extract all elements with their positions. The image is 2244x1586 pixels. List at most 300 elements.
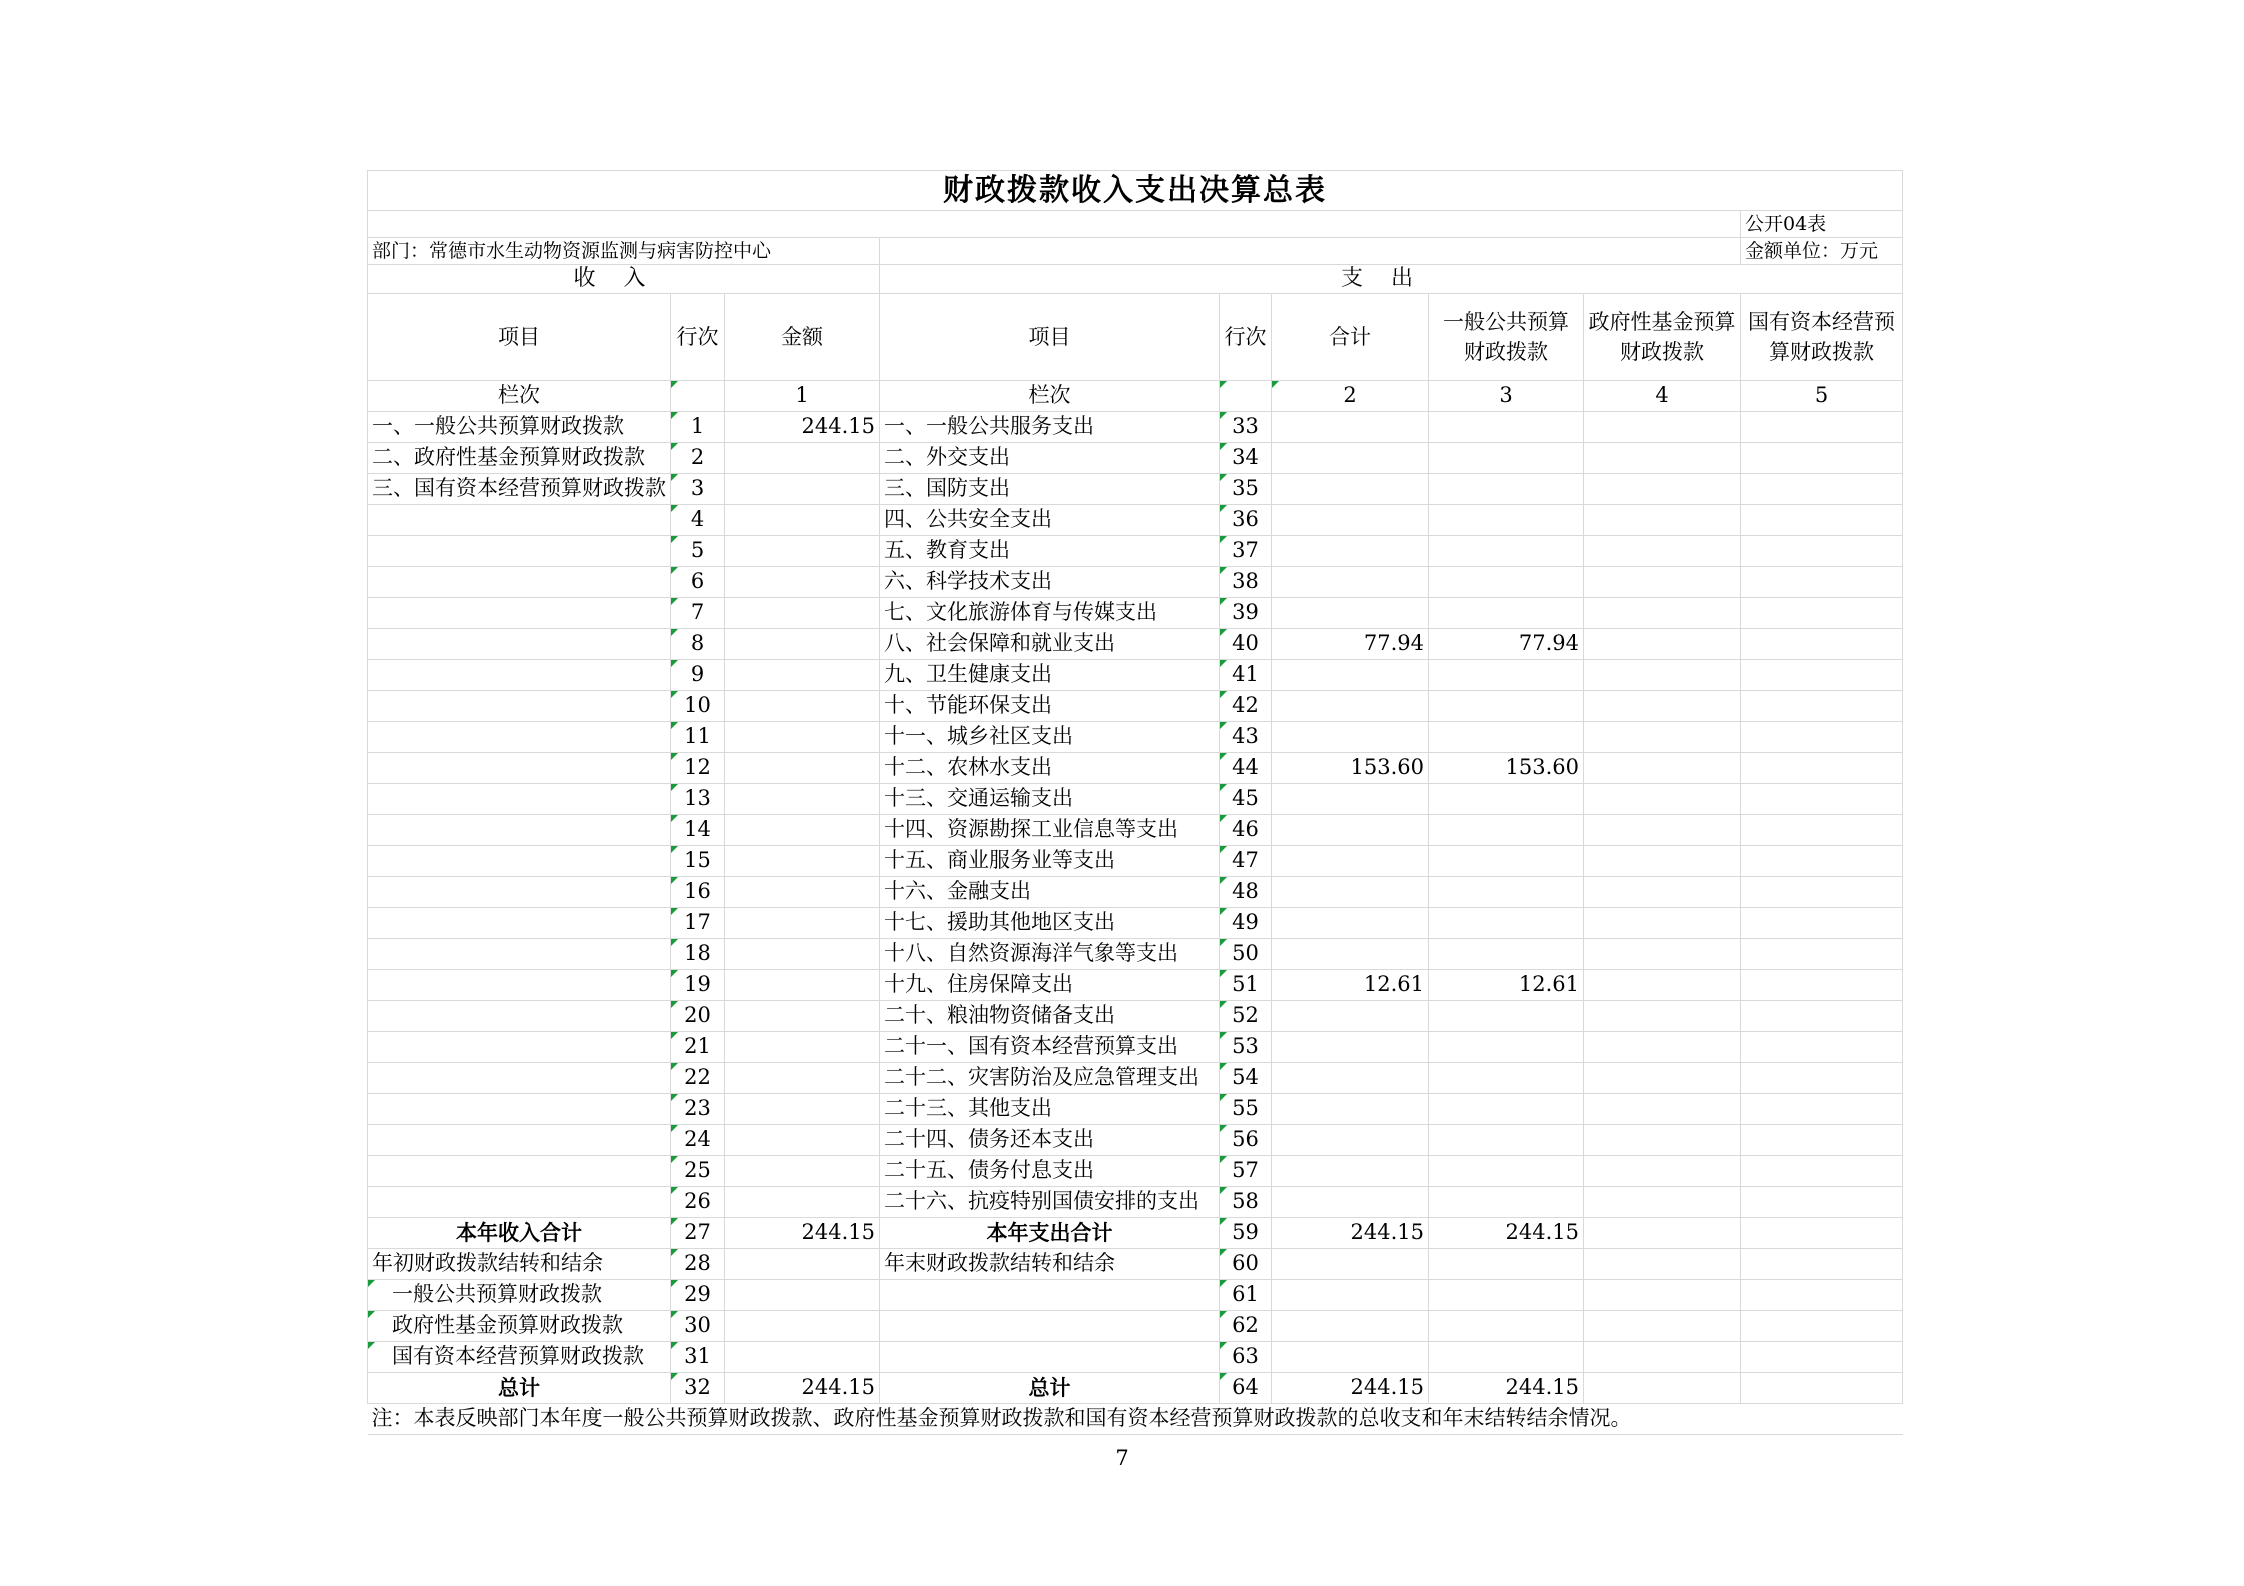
expense-general xyxy=(1429,660,1584,691)
expense-state xyxy=(1741,784,1903,815)
income-amount xyxy=(725,691,880,722)
line-number: 11 xyxy=(671,722,725,753)
income-item xyxy=(368,1063,671,1094)
expense-total xyxy=(1272,1187,1429,1218)
expense-fund xyxy=(1584,412,1741,443)
expense-total xyxy=(1272,598,1429,629)
expense-total: 12.61 xyxy=(1272,970,1429,1001)
income-amount xyxy=(725,474,880,505)
table-row xyxy=(368,1094,1903,1125)
expense-fund xyxy=(1584,1156,1741,1187)
income-item xyxy=(368,567,671,598)
expense-state xyxy=(1741,629,1903,660)
expense-fund xyxy=(1584,970,1741,1001)
col-index-amount: 1 xyxy=(725,381,880,412)
income-item xyxy=(368,970,671,1001)
carryover-state xyxy=(1741,1342,1903,1373)
income-item xyxy=(368,536,671,567)
expense-item: 二十四、债务还本支出 xyxy=(880,1125,1220,1156)
line-number: 17 xyxy=(671,908,725,939)
expense-state xyxy=(1741,908,1903,939)
expense-general xyxy=(1429,1094,1584,1125)
income-amount xyxy=(725,567,880,598)
page-title: 财政拨款收入支出决算总表 xyxy=(368,171,1903,211)
expense-fund xyxy=(1584,567,1741,598)
income-amount: 244.15 xyxy=(725,412,880,443)
line-number: 32 xyxy=(671,1373,725,1404)
table-row xyxy=(368,753,1903,784)
line-number: 51 xyxy=(1220,970,1272,1001)
line-number: 33 xyxy=(1220,412,1272,443)
income-item xyxy=(368,629,671,660)
carryover-fund xyxy=(1584,1342,1741,1373)
line-number: 29 xyxy=(671,1280,725,1311)
income-item xyxy=(368,691,671,722)
line-number: 21 xyxy=(671,1032,725,1063)
income-item xyxy=(368,1125,671,1156)
carryover-amount xyxy=(725,1311,880,1342)
col-header-general: 一般公共预算财政拨款 xyxy=(1429,294,1584,381)
expense-state xyxy=(1741,815,1903,846)
expense-general: 77.94 xyxy=(1429,629,1584,660)
expense-state xyxy=(1741,970,1903,1001)
col-header-item2: 项目 xyxy=(880,294,1220,381)
carryover-expense-item xyxy=(880,1280,1220,1311)
carryover-total xyxy=(1272,1280,1429,1311)
expense-fund xyxy=(1584,660,1741,691)
line-number: 28 xyxy=(671,1249,725,1280)
year-expense-general: 244.15 xyxy=(1429,1218,1584,1249)
line-number: 12 xyxy=(671,753,725,784)
fiscal-appropriation-table xyxy=(367,170,1903,1435)
table-row xyxy=(368,877,1903,908)
expense-total xyxy=(1272,443,1429,474)
expense-fund xyxy=(1584,784,1741,815)
income-item xyxy=(368,1156,671,1187)
carryover-item: 国有资本经营预算财政拨款 xyxy=(368,1342,671,1373)
expense-fund xyxy=(1584,443,1741,474)
carryover-total xyxy=(1272,1249,1429,1280)
income-item xyxy=(368,877,671,908)
expense-item: 二十、粮油物资储备支出 xyxy=(880,1001,1220,1032)
line-number: 9 xyxy=(671,660,725,691)
carryover-expense-item xyxy=(880,1311,1220,1342)
line-number: 4 xyxy=(671,505,725,536)
income-amount xyxy=(725,815,880,846)
line-number: 19 xyxy=(671,970,725,1001)
income-amount xyxy=(725,939,880,970)
expense-fund xyxy=(1584,629,1741,660)
line-number: 43 xyxy=(1220,722,1272,753)
income-item xyxy=(368,815,671,846)
line-number: 49 xyxy=(1220,908,1272,939)
expense-general xyxy=(1429,784,1584,815)
line-number: 22 xyxy=(671,1063,725,1094)
table-row xyxy=(368,1001,1903,1032)
expense-general xyxy=(1429,877,1584,908)
line-number: 3 xyxy=(671,474,725,505)
carryover-total xyxy=(1272,1311,1429,1342)
table-row xyxy=(368,1063,1903,1094)
expense-total xyxy=(1272,474,1429,505)
income-amount xyxy=(725,846,880,877)
table-row xyxy=(368,598,1903,629)
expense-state xyxy=(1741,1001,1903,1032)
line-number: 56 xyxy=(1220,1125,1272,1156)
carryover-state xyxy=(1741,1249,1903,1280)
income-header: 收入 xyxy=(368,265,880,294)
expense-fund xyxy=(1584,1032,1741,1063)
expense-total xyxy=(1272,1032,1429,1063)
line-number: 62 xyxy=(1220,1311,1272,1342)
income-item xyxy=(368,722,671,753)
line-number: 18 xyxy=(671,939,725,970)
expense-fund xyxy=(1584,691,1741,722)
expense-state xyxy=(1741,722,1903,753)
expense-state xyxy=(1741,536,1903,567)
expense-state xyxy=(1741,846,1903,877)
expense-total xyxy=(1272,567,1429,598)
expense-general xyxy=(1429,1187,1584,1218)
line-number: 20 xyxy=(671,1001,725,1032)
expense-item: 十八、自然资源海洋气象等支出 xyxy=(880,939,1220,970)
carryover-rows xyxy=(368,1249,1903,1373)
line-number: 53 xyxy=(1220,1032,1272,1063)
expense-fund xyxy=(1584,815,1741,846)
expense-fund xyxy=(1584,722,1741,753)
table-row xyxy=(368,970,1903,1001)
expense-general xyxy=(1429,1156,1584,1187)
footer-rows xyxy=(368,1218,1903,1249)
expense-fund xyxy=(1584,908,1741,939)
line-number: 8 xyxy=(671,629,725,660)
expense-item: 一、一般公共服务支出 xyxy=(880,412,1220,443)
expense-general xyxy=(1429,412,1584,443)
income-amount xyxy=(725,536,880,567)
line-number: 40 xyxy=(1220,629,1272,660)
income-item xyxy=(368,660,671,691)
table-row xyxy=(368,908,1903,939)
expense-fund xyxy=(1584,846,1741,877)
expense-total xyxy=(1272,505,1429,536)
expense-state xyxy=(1741,691,1903,722)
carryover-item: 年初财政拨款结转和结余 xyxy=(368,1249,671,1280)
expense-fund xyxy=(1584,1125,1741,1156)
expense-general xyxy=(1429,1001,1584,1032)
carryover-expense-item xyxy=(880,1342,1220,1373)
expense-item: 十七、援助其他地区支出 xyxy=(880,908,1220,939)
line-number: 7 xyxy=(671,598,725,629)
expense-item: 二十二、灾害防治及应急管理支出 xyxy=(880,1063,1220,1094)
line-number: 45 xyxy=(1220,784,1272,815)
carryover-general xyxy=(1429,1342,1584,1373)
expense-total xyxy=(1272,1156,1429,1187)
line-number: 6 xyxy=(671,567,725,598)
table-row xyxy=(368,784,1903,815)
expense-total xyxy=(1272,412,1429,443)
income-item xyxy=(368,846,671,877)
expense-state xyxy=(1741,1156,1903,1187)
expense-item: 十九、住房保障支出 xyxy=(880,970,1220,1001)
income-amount xyxy=(725,1063,880,1094)
col-index-total: 2 xyxy=(1272,381,1429,412)
col-index-label2: 栏次 xyxy=(880,381,1220,412)
table-row xyxy=(368,815,1903,846)
expense-header: 支出 xyxy=(880,265,1903,294)
table-row xyxy=(368,536,1903,567)
expense-general xyxy=(1429,567,1584,598)
expense-fund xyxy=(1584,939,1741,970)
carryover-fund xyxy=(1584,1249,1741,1280)
expense-total xyxy=(1272,660,1429,691)
income-amount xyxy=(725,753,880,784)
expense-general xyxy=(1429,1032,1584,1063)
col-header-total: 合计 xyxy=(1272,294,1429,381)
grand-total-expense-general: 244.15 xyxy=(1429,1373,1584,1404)
expense-item: 六、科学技术支出 xyxy=(880,567,1220,598)
expense-state xyxy=(1741,1125,1903,1156)
expense-general xyxy=(1429,536,1584,567)
line-number: 59 xyxy=(1220,1218,1272,1249)
form-code: 公开04表 xyxy=(1741,211,1903,238)
expense-item: 四、公共安全支出 xyxy=(880,505,1220,536)
income-amount xyxy=(725,1187,880,1218)
col-index-general: 3 xyxy=(1429,381,1584,412)
expense-state xyxy=(1741,474,1903,505)
line-number: 5 xyxy=(671,536,725,567)
line-number: 44 xyxy=(1220,753,1272,784)
table-row xyxy=(368,1187,1903,1218)
carryover-fund xyxy=(1584,1280,1741,1311)
expense-total xyxy=(1272,939,1429,970)
table-row xyxy=(368,660,1903,691)
expense-general xyxy=(1429,691,1584,722)
year-income-total-label: 本年收入合计 xyxy=(368,1218,671,1249)
carryover-item: 一般公共预算财政拨款 xyxy=(368,1280,671,1311)
carryover-state xyxy=(1741,1280,1903,1311)
data-rows xyxy=(368,412,1903,1218)
expense-state xyxy=(1741,598,1903,629)
line-number: 42 xyxy=(1220,691,1272,722)
expense-state xyxy=(1741,1032,1903,1063)
expense-total xyxy=(1272,877,1429,908)
line-number: 14 xyxy=(671,815,725,846)
expense-item: 九、卫生健康支出 xyxy=(880,660,1220,691)
expense-total xyxy=(1272,691,1429,722)
col-header-fund: 政府性基金预算财政拨款 xyxy=(1584,294,1741,381)
expense-general xyxy=(1429,908,1584,939)
income-item xyxy=(368,1032,671,1063)
income-item: 三、国有资本经营预算财政拨款 xyxy=(368,474,671,505)
expense-state xyxy=(1741,1094,1903,1125)
line-number: 47 xyxy=(1220,846,1272,877)
expense-general xyxy=(1429,1063,1584,1094)
table-note: 注：本表反映部门本年度一般公共预算财政拨款、政府性基金预算财政拨款和国有资本经营预算财政拨款的总收支和年末结转结余情况。 xyxy=(368,1404,1903,1435)
fiscal-appropriation-table-sheet xyxy=(367,170,1902,1435)
unit-label: 金额单位：万元 xyxy=(1741,238,1903,265)
carryover-fund xyxy=(1584,1311,1741,1342)
carryover-total xyxy=(1272,1342,1429,1373)
table-row xyxy=(368,474,1903,505)
income-item xyxy=(368,505,671,536)
line-number: 41 xyxy=(1220,660,1272,691)
expense-fund xyxy=(1584,1063,1741,1094)
department-label: 部门：常德市水生动物资源监测与病害防控中心 xyxy=(368,238,880,265)
carryover-item: 政府性基金预算财政拨款 xyxy=(368,1311,671,1342)
expense-item: 七、文化旅游体育与传媒支出 xyxy=(880,598,1220,629)
expense-total xyxy=(1272,722,1429,753)
carryover-state xyxy=(1741,1311,1903,1342)
expense-fund xyxy=(1584,505,1741,536)
line-number: 46 xyxy=(1220,815,1272,846)
expense-total xyxy=(1272,784,1429,815)
line-number: 52 xyxy=(1220,1001,1272,1032)
expense-fund xyxy=(1584,1001,1741,1032)
expense-state xyxy=(1741,567,1903,598)
expense-fund xyxy=(1584,598,1741,629)
expense-general: 153.60 xyxy=(1429,753,1584,784)
income-amount xyxy=(725,784,880,815)
income-item xyxy=(368,753,671,784)
table-row xyxy=(368,629,1903,660)
line-number: 26 xyxy=(671,1187,725,1218)
table-row xyxy=(368,1311,1903,1342)
line-number: 13 xyxy=(671,784,725,815)
table-row xyxy=(368,412,1903,443)
line-number: 48 xyxy=(1220,877,1272,908)
table-row xyxy=(368,1249,1903,1280)
expense-total xyxy=(1272,536,1429,567)
table-row xyxy=(368,722,1903,753)
line-number: 37 xyxy=(1220,536,1272,567)
income-amount xyxy=(725,660,880,691)
year-income-total-amount: 244.15 xyxy=(725,1218,880,1249)
col-header-state: 国有资本经营预算财政拨款 xyxy=(1741,294,1903,381)
table-row xyxy=(368,1342,1903,1373)
expense-item: 十五、商业服务业等支出 xyxy=(880,846,1220,877)
line-number: 31 xyxy=(671,1342,725,1373)
expense-general xyxy=(1429,846,1584,877)
col-header-line2: 行次 xyxy=(1220,294,1272,381)
table-row xyxy=(368,1280,1903,1311)
expense-state xyxy=(1741,1063,1903,1094)
expense-total xyxy=(1272,908,1429,939)
expense-item: 八、社会保障和就业支出 xyxy=(880,629,1220,660)
expense-fund xyxy=(1584,536,1741,567)
line-number: 58 xyxy=(1220,1187,1272,1218)
income-item: 二、政府性基金预算财政拨款 xyxy=(368,443,671,474)
income-amount xyxy=(725,1094,880,1125)
expense-fund xyxy=(1584,1187,1741,1218)
line-number: 30 xyxy=(671,1311,725,1342)
income-amount xyxy=(725,1125,880,1156)
col-index-label: 栏次 xyxy=(368,381,671,412)
col-header-line: 行次 xyxy=(671,294,725,381)
col-header-item: 项目 xyxy=(368,294,671,381)
income-amount xyxy=(725,505,880,536)
expense-state xyxy=(1741,505,1903,536)
expense-item: 二十三、其他支出 xyxy=(880,1094,1220,1125)
table-row xyxy=(368,1032,1903,1063)
expense-state xyxy=(1741,412,1903,443)
expense-total: 77.94 xyxy=(1272,629,1429,660)
expense-general xyxy=(1429,722,1584,753)
income-item: 一、一般公共预算财政拨款 xyxy=(368,412,671,443)
year-expense-total: 244.15 xyxy=(1272,1218,1429,1249)
expense-total xyxy=(1272,815,1429,846)
expense-general xyxy=(1429,815,1584,846)
income-amount xyxy=(725,908,880,939)
line-number: 24 xyxy=(671,1125,725,1156)
income-amount xyxy=(725,1156,880,1187)
expense-item: 十、节能环保支出 xyxy=(880,691,1220,722)
table-row xyxy=(368,443,1903,474)
income-item xyxy=(368,1187,671,1218)
expense-fund xyxy=(1584,474,1741,505)
line-number: 23 xyxy=(671,1094,725,1125)
income-item xyxy=(368,598,671,629)
expense-item: 二十一、国有资本经营预算支出 xyxy=(880,1032,1220,1063)
line-number: 15 xyxy=(671,846,725,877)
income-amount xyxy=(725,722,880,753)
income-amount xyxy=(725,877,880,908)
carryover-general xyxy=(1429,1280,1584,1311)
col-index-state: 5 xyxy=(1741,381,1903,412)
expense-state xyxy=(1741,1187,1903,1218)
expense-general: 12.61 xyxy=(1429,970,1584,1001)
line-number: 50 xyxy=(1220,939,1272,970)
expense-total: 153.60 xyxy=(1272,753,1429,784)
year-expense-total-label: 本年支出合计 xyxy=(880,1218,1220,1249)
line-number: 64 xyxy=(1220,1373,1272,1404)
carryover-expense-item: 年末财政拨款结转和结余 xyxy=(880,1249,1220,1280)
expense-general xyxy=(1429,443,1584,474)
table-row xyxy=(368,846,1903,877)
expense-general xyxy=(1429,598,1584,629)
table-row xyxy=(368,505,1903,536)
expense-item: 十四、资源勘探工业信息等支出 xyxy=(880,815,1220,846)
expense-item: 十六、金融支出 xyxy=(880,877,1220,908)
table-body xyxy=(368,171,1903,412)
income-item xyxy=(368,1094,671,1125)
expense-fund xyxy=(1584,753,1741,784)
income-item xyxy=(368,939,671,970)
expense-general xyxy=(1429,939,1584,970)
expense-item: 十二、农林水支出 xyxy=(880,753,1220,784)
expense-item: 五、教育支出 xyxy=(880,536,1220,567)
line-number: 27 xyxy=(671,1218,725,1249)
line-number: 10 xyxy=(671,691,725,722)
line-number: 38 xyxy=(1220,567,1272,598)
expense-item: 二、外交支出 xyxy=(880,443,1220,474)
carryover-amount xyxy=(725,1342,880,1373)
expense-total xyxy=(1272,1063,1429,1094)
line-number: 61 xyxy=(1220,1280,1272,1311)
line-number: 54 xyxy=(1220,1063,1272,1094)
carryover-general xyxy=(1429,1311,1584,1342)
income-item xyxy=(368,784,671,815)
table-row xyxy=(368,567,1903,598)
line-number: 57 xyxy=(1220,1156,1272,1187)
expense-total xyxy=(1272,1125,1429,1156)
line-number: 63 xyxy=(1220,1342,1272,1373)
expense-state xyxy=(1741,443,1903,474)
grand-total-expense-label: 总计 xyxy=(880,1373,1220,1404)
table-row xyxy=(368,1156,1903,1187)
line-number: 55 xyxy=(1220,1094,1272,1125)
table-row xyxy=(368,1125,1903,1156)
income-amount xyxy=(725,629,880,660)
